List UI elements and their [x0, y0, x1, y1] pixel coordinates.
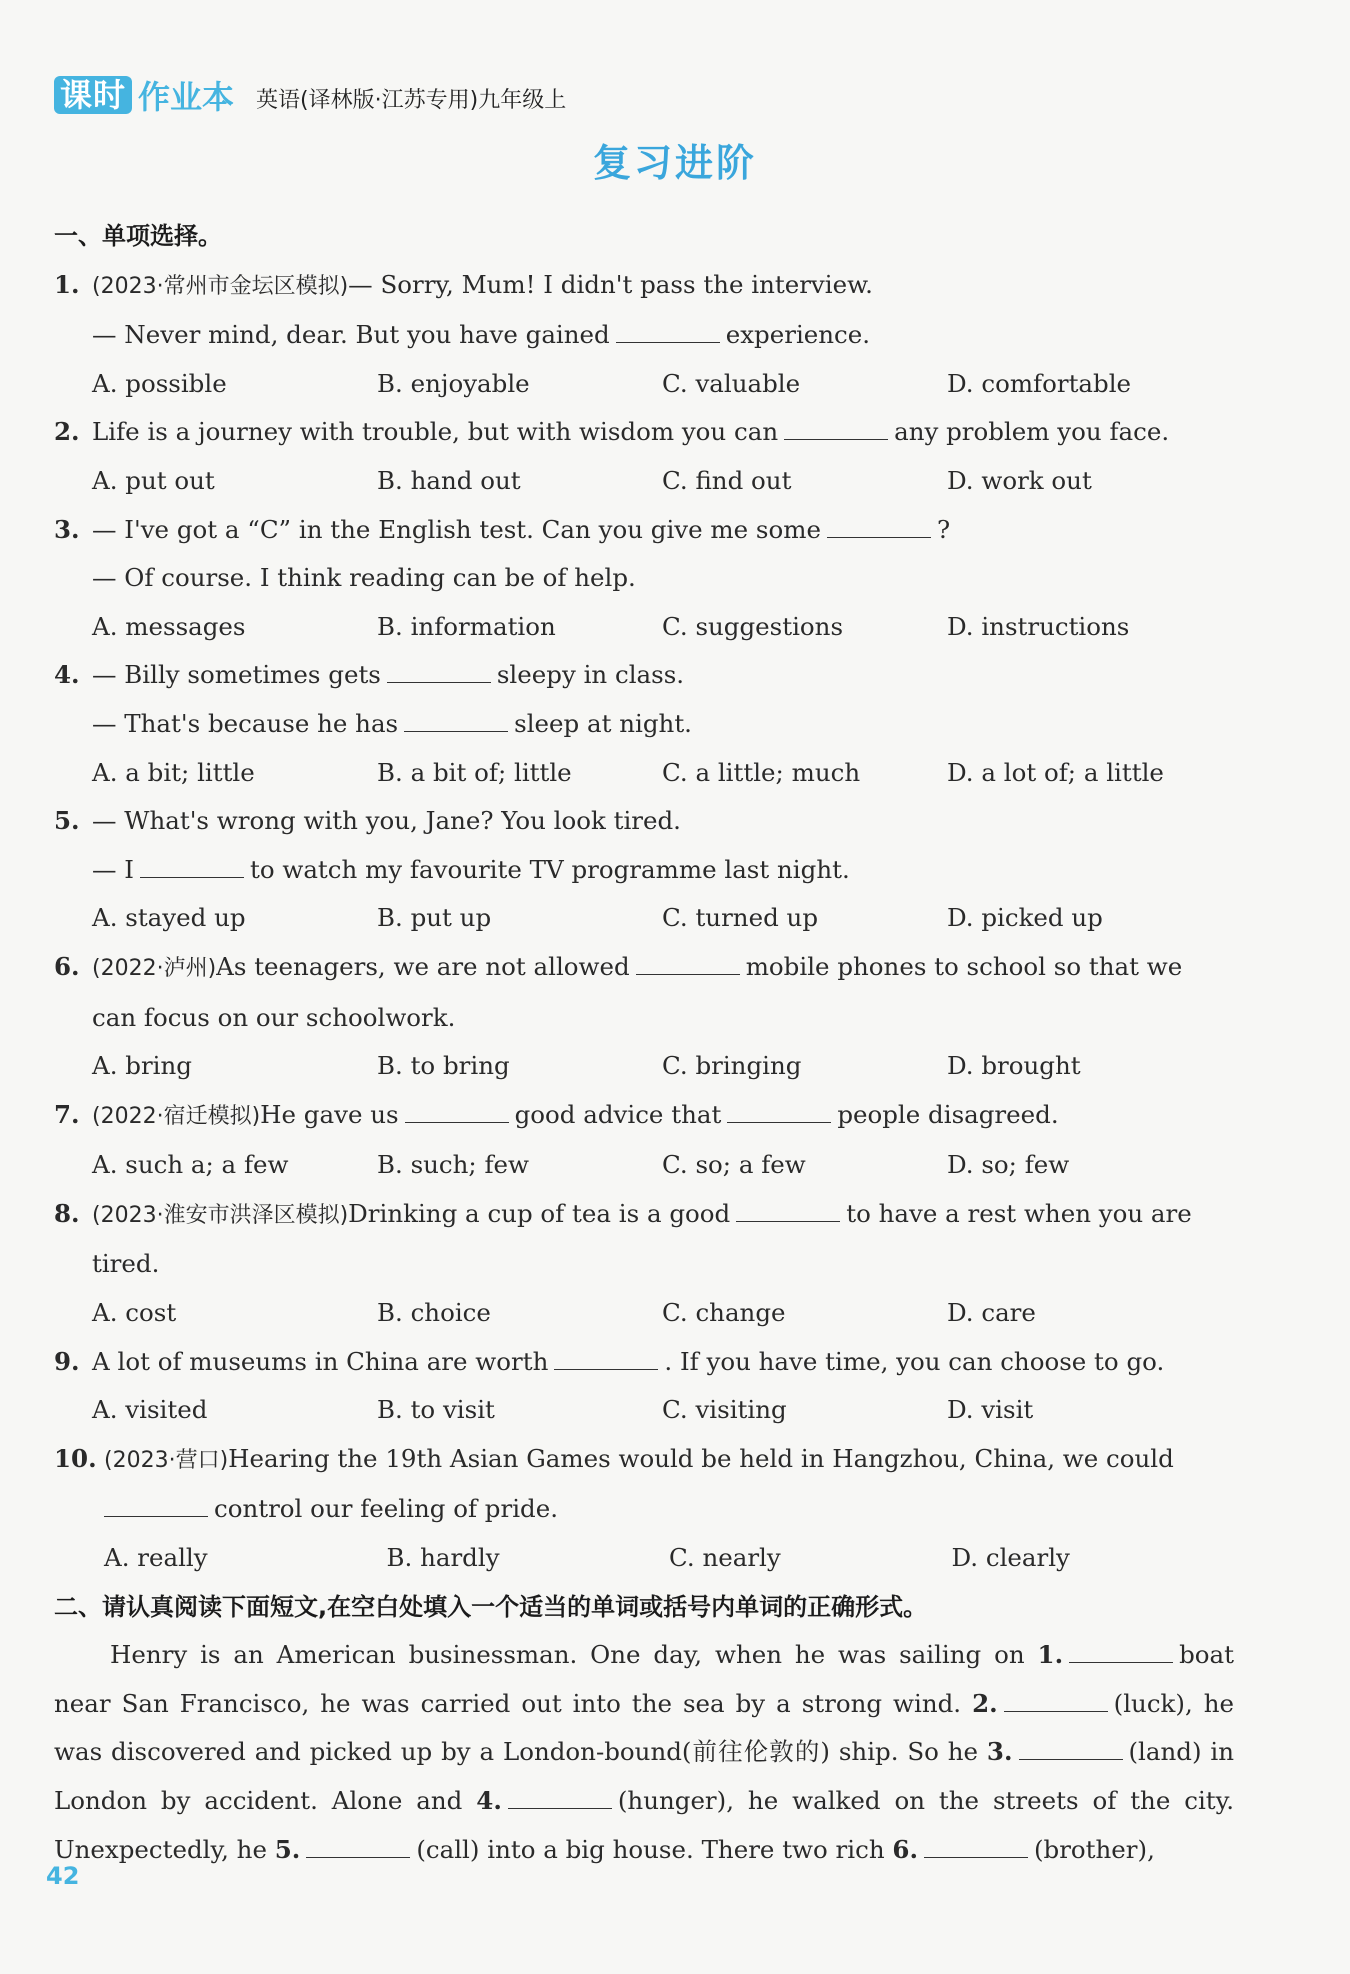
- option-a[interactable]: A. put out: [92, 465, 215, 495]
- question-text: — That's because he has: [92, 708, 399, 738]
- option-b[interactable]: B. to bring: [377, 1051, 510, 1081]
- question-text: experience.: [725, 320, 871, 350]
- blank-number: 2.: [972, 1688, 998, 1718]
- answer-blank[interactable]: [1069, 1636, 1173, 1663]
- option-b[interactable]: B. choice: [377, 1298, 491, 1328]
- blank-number: 5.: [274, 1834, 301, 1864]
- question-9-options: [54, 1386, 1234, 1435]
- question-7-options: [54, 1141, 1234, 1190]
- question-10-options: [54, 1534, 1234, 1583]
- option-d[interactable]: D. visit: [947, 1395, 1034, 1425]
- option-c[interactable]: C. turned up: [662, 903, 818, 933]
- question-text: — Billy sometimes gets: [92, 660, 381, 690]
- option-a[interactable]: A. such a; a few: [92, 1150, 289, 1180]
- answer-blank[interactable]: [736, 1195, 840, 1222]
- question-3-line-2: [54, 554, 1234, 603]
- question-8-options: [54, 1289, 1234, 1338]
- question-text: any problem you face.: [894, 417, 1170, 447]
- passage-text: (brother),: [1033, 1834, 1155, 1864]
- option-b[interactable]: B. hand out: [377, 465, 521, 495]
- question-source: (2023·营口): [104, 1447, 229, 1473]
- answer-blank[interactable]: [1019, 1733, 1123, 1760]
- exercise-content: [54, 212, 1234, 1874]
- option-a[interactable]: A. cost: [92, 1298, 177, 1328]
- option-c[interactable]: C. find out: [662, 465, 792, 495]
- section-2-heading: 二、请认真阅读下面短文,在空白处填入一个适当的单词或括号内单词的正确形式。: [54, 1592, 928, 1621]
- question-4-line-2: [54, 700, 1234, 749]
- question-7: [54, 1091, 1234, 1142]
- brand-logo: [54, 72, 234, 118]
- question-2-options: [54, 457, 1234, 506]
- option-c[interactable]: C. visiting: [662, 1395, 787, 1425]
- blank-number: 1.: [1037, 1640, 1064, 1670]
- option-b[interactable]: B. such; few: [377, 1150, 530, 1180]
- question-number: 6.: [54, 951, 80, 981]
- page-title: 复习进阶: [592, 141, 757, 185]
- option-c[interactable]: C. bringing: [662, 1051, 802, 1081]
- question-4-options: [54, 749, 1234, 798]
- option-d[interactable]: D. instructions: [947, 611, 1130, 641]
- question-source: (2023·淮安市洪泽区模拟): [92, 1202, 349, 1228]
- answer-blank[interactable]: [508, 1782, 612, 1809]
- option-c[interactable]: C. valuable: [662, 368, 801, 398]
- question-text: Hearing the 19th Asian Games would be held in Hangzhou, China, we could: [228, 1443, 1174, 1473]
- option-d[interactable]: D. care: [947, 1298, 1036, 1328]
- option-c[interactable]: C. suggestions: [662, 611, 844, 641]
- question-3-options: [54, 603, 1234, 652]
- question-source: (2022·泸州): [92, 955, 217, 981]
- option-b[interactable]: B. to visit: [377, 1395, 495, 1425]
- question-number: 2.: [54, 417, 80, 447]
- passage-text: (land) in: [1128, 1737, 1234, 1767]
- passage-text: (call) into a big house. There two rich: [416, 1834, 885, 1864]
- blank-number: 3.: [986, 1737, 1013, 1767]
- question-text: good advice that: [514, 1099, 722, 1129]
- question-6-options: [54, 1042, 1234, 1091]
- blank-number: 6.: [892, 1834, 918, 1864]
- question-4: [54, 651, 1234, 700]
- question-1-options: [54, 360, 1234, 409]
- question-8: [54, 1190, 1234, 1241]
- question-text: control our feeling of pride.: [214, 1494, 559, 1524]
- question-text: — Sorry, Mum! I didn't pass the interview.: [348, 269, 873, 299]
- option-d[interactable]: D. work out: [947, 465, 1092, 495]
- question-5: [54, 797, 1234, 846]
- passage-text: discovered and picked up by a London-bound(前往伦敦的) ship. So he: [111, 1737, 979, 1767]
- option-a[interactable]: A. a bit; little: [92, 757, 255, 787]
- question-9: [54, 1338, 1234, 1387]
- question-text: sleep at night.: [514, 708, 692, 738]
- option-b[interactable]: B. hardly: [386, 1543, 500, 1573]
- question-text: — What's wrong with you, Jane? You look tired.: [92, 806, 681, 836]
- question-source: (2023·常州市金坛区模拟): [92, 273, 349, 299]
- answer-blank[interactable]: [636, 948, 740, 975]
- question-text: — I've got a “C” in the English test. Can you give me some: [92, 514, 821, 544]
- question-5-line-2: [54, 846, 1234, 895]
- option-a[interactable]: A. possible: [92, 368, 227, 398]
- question-number: 9.: [54, 1346, 80, 1376]
- option-d[interactable]: D. picked up: [947, 903, 1103, 933]
- answer-blank[interactable]: [827, 511, 931, 538]
- answer-blank[interactable]: [387, 656, 491, 683]
- question-number: 3.: [54, 514, 80, 544]
- question-text: A lot of museums in China are worth: [92, 1346, 549, 1376]
- passage-text: San Francisco, he was carried out into the sea by a strong wind.: [121, 1688, 962, 1718]
- option-d[interactable]: D. brought: [947, 1051, 1081, 1081]
- option-c[interactable]: C. so; a few: [662, 1150, 806, 1180]
- question-6: [54, 943, 1234, 994]
- option-a[interactable]: A. stayed up: [92, 903, 246, 933]
- option-d[interactable]: D. clearly: [951, 1543, 1070, 1573]
- question-1-line-2: [54, 311, 1234, 360]
- question-text: to have a rest when you are: [846, 1198, 1192, 1228]
- answer-blank[interactable]: [306, 1831, 410, 1858]
- question-text: people disagreed.: [837, 1099, 1059, 1129]
- brand-box: 课时: [54, 76, 132, 114]
- question-text: mobile phones to school so that we: [745, 951, 1183, 981]
- question-5-options: [54, 894, 1234, 943]
- option-d[interactable]: D. comfortable: [947, 368, 1132, 398]
- question-10-line-2: [54, 1485, 1234, 1534]
- brand-text: 作业本: [138, 78, 235, 116]
- question-number: 1.: [54, 269, 80, 299]
- question-number: 7.: [54, 1099, 80, 1129]
- option-b[interactable]: B. enjoyable: [377, 368, 530, 398]
- question-text: Life is a journey with trouble, but with wisdom you can: [92, 417, 779, 447]
- subject-label: 英语(译林版·江苏专用)九年级上: [256, 88, 567, 113]
- question-1: [54, 261, 1234, 312]
- answer-blank[interactable]: [784, 413, 888, 440]
- blank-number: 4.: [476, 1786, 502, 1815]
- question-text: As teenagers, we are not allowed: [216, 951, 630, 981]
- question-text: — I: [92, 854, 134, 884]
- section-1-heading: 一、单项选择。: [54, 222, 222, 250]
- passage-text: Henry is an American businessman. One day, when he was sailing on: [110, 1640, 1025, 1670]
- question-number: 8.: [54, 1198, 80, 1228]
- question-text: can focus on our schoolwork.: [92, 1002, 456, 1032]
- question-number: 4.: [54, 660, 80, 690]
- question-text: Drinking a cup of tea is a good: [348, 1198, 731, 1228]
- question-text: He gave us: [260, 1099, 399, 1129]
- question-number: 5.: [54, 806, 80, 836]
- question-text: sleepy in class.: [496, 660, 685, 690]
- option-b[interactable]: B. put up: [377, 903, 492, 933]
- question-text: ?: [936, 514, 951, 544]
- question-text: — Of course. I think reading can be of help.: [92, 563, 636, 593]
- question-10: [54, 1435, 1234, 1486]
- option-d[interactable]: D. a lot of; a little: [947, 757, 1164, 787]
- question-text: to watch my favourite TV programme last night.: [249, 854, 850, 884]
- passage-text: Unexpectedly, he: [54, 1834, 267, 1864]
- answer-blank[interactable]: [616, 316, 720, 343]
- page-header: [54, 72, 566, 118]
- option-a[interactable]: A. bring: [92, 1051, 192, 1081]
- answer-blank[interactable]: [140, 851, 244, 878]
- passage-text: boat near: [54, 1640, 1234, 1718]
- answer-blank[interactable]: [727, 1096, 831, 1123]
- question-8-line-2: [54, 1240, 1234, 1289]
- passage-text: London by accident. Alone and: [54, 1786, 463, 1815]
- page-number: 42: [46, 1862, 80, 1890]
- option-c[interactable]: C. change: [662, 1298, 786, 1328]
- option-b[interactable]: B. information: [377, 611, 556, 641]
- passage-text: (hunger), he walked on the streets of the city.: [617, 1786, 1235, 1815]
- question-2: [54, 408, 1234, 457]
- option-d[interactable]: D. so; few: [947, 1150, 1070, 1180]
- question-text: — Never mind, dear. But you have gained: [92, 320, 610, 350]
- passage: [54, 1631, 1234, 1874]
- option-a[interactable]: A. really: [104, 1543, 208, 1573]
- answer-blank[interactable]: [404, 705, 508, 732]
- question-text: . If you have time, you can choose to go.: [664, 1346, 1165, 1376]
- passage-text: (luck), he was: [54, 1688, 1234, 1767]
- option-b[interactable]: B. a bit of; little: [377, 757, 572, 787]
- answer-blank[interactable]: [924, 1831, 1028, 1858]
- answer-blank[interactable]: [1004, 1685, 1108, 1712]
- question-text: tired.: [92, 1249, 160, 1279]
- question-source: (2022·宿迁模拟): [92, 1103, 261, 1129]
- option-a[interactable]: A. visited: [92, 1395, 208, 1425]
- option-c[interactable]: C. nearly: [669, 1543, 781, 1573]
- question-number: 10.: [54, 1443, 97, 1473]
- answer-blank[interactable]: [554, 1343, 658, 1370]
- question-6-line-2: [54, 994, 1234, 1043]
- option-a[interactable]: A. messages: [92, 611, 246, 641]
- question-3: [54, 506, 1234, 555]
- answer-blank[interactable]: [405, 1096, 509, 1123]
- option-c[interactable]: C. a little; much: [662, 757, 861, 787]
- answer-blank[interactable]: [104, 1490, 208, 1517]
